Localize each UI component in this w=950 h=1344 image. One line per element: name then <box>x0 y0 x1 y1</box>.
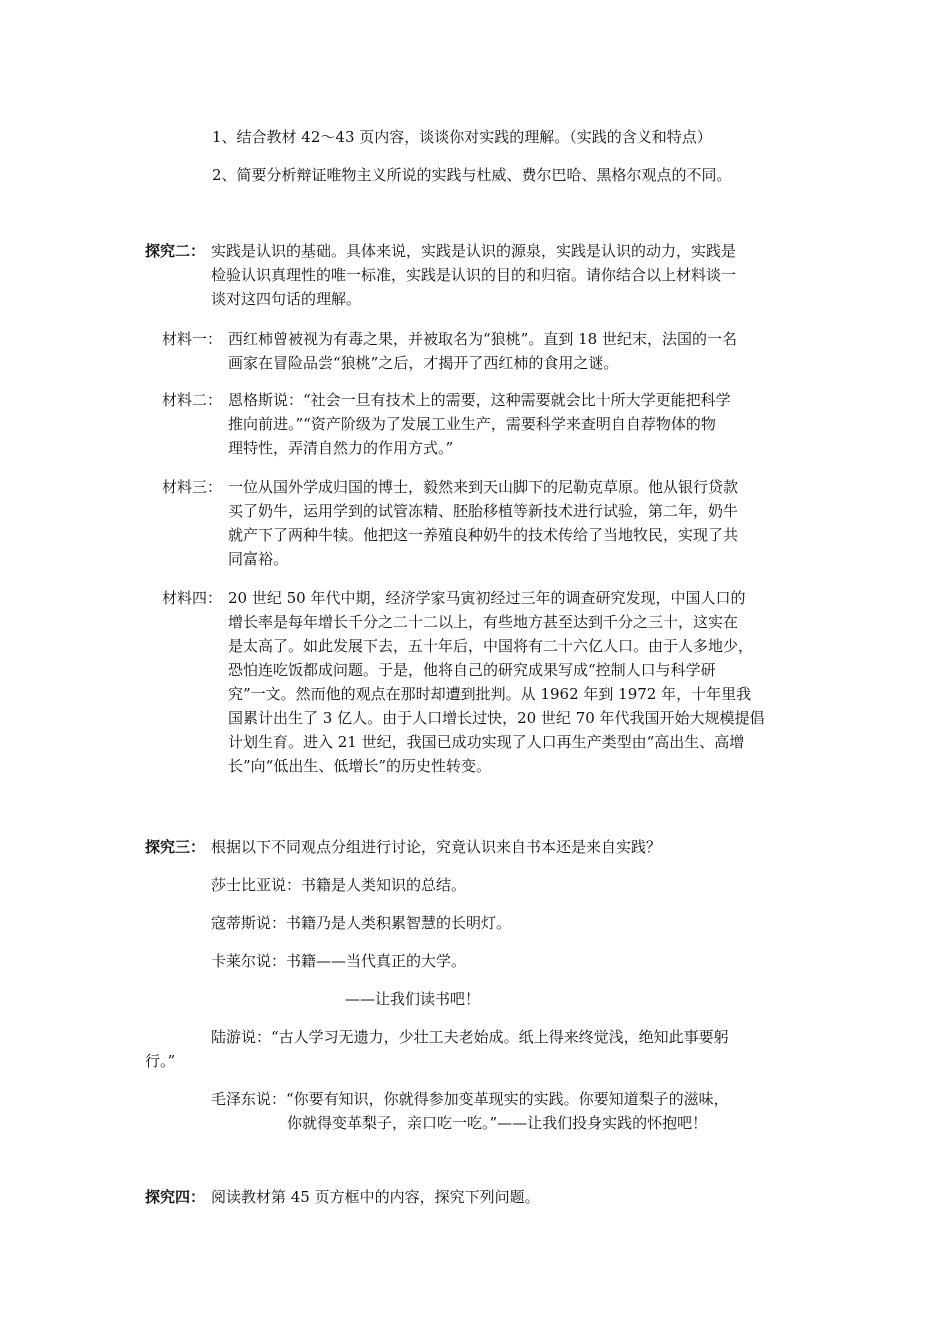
explore3-text: 根据以下不同观点分组进行讨论，究竟认识来自书本还是来自实践？ <box>211 838 662 856</box>
quote-luyou-line-1: 陆游说：“古人学习无遗力，少壮工夫老始成。纸上得来终觉浅，绝知此事要躬 <box>211 1028 729 1046</box>
material-3-line-1: 一位从国外学成归国的博士，毅然来到天山脚下的尼勒克草原。他从银行贷款 <box>228 478 739 496</box>
explore2-label: 探究二： <box>145 242 206 260</box>
material-2-line-2: 推向前进。”“资产阶级为了发展工业生产，需要科学来查明自自荐物体的物 <box>228 415 716 433</box>
explore2-line-2: 检验认识真理性的唯一标准，实践是认识的目的和归宿。请你结合以上材料谈一 <box>211 266 737 284</box>
material-4-line-2: 增长率是每年增长千分之二十二以上，有些地方甚至达到千分之三十，这实在 <box>228 613 739 631</box>
material-4-line-3: 是太高了。如此发展下去，五十年后，中国将有二十六亿人口。由于人多地少， <box>228 637 754 655</box>
material-4-line-1: 20 世纪 50 年代中期，经济学家马寅初经过三年的调查研究发现，中国人口的 <box>228 589 746 607</box>
material-4-line-4: 恐怕连吃饭都成问题。于是，他将自己的研究成果写成“控制人口与科学研 <box>228 661 716 679</box>
quote-cotes: 寇蒂斯说：书籍乃是人类积累智慧的长明灯。 <box>211 914 512 932</box>
quote-mao-line-1: 毛泽东说：“你要有知识，你就得参加变革现实的实践。你要知道梨子的滋味， <box>211 1090 729 1108</box>
explore4-label: 探究四： <box>145 1188 206 1206</box>
material-2-label: 材料二： <box>162 391 223 409</box>
material-3-label: 材料三： <box>162 478 223 496</box>
quote-carlyle: 卡莱尔说：书籍——当代真正的大学。 <box>211 952 467 970</box>
question-1: 1、结合教材 42～43 页内容，谈谈你对实践的理解。（实践的含义和特点） <box>212 128 712 146</box>
explore2-line-3: 谈对这四句话的理解。 <box>211 290 362 308</box>
material-1-line-2: 画家在冒险品尝“狼桃”之后，才揭开了西红柿的食用之谜。 <box>228 354 619 372</box>
material-1-line-1: 西红柿曾被视为有毒之果，并被取名为“狼桃”。直到 18 世纪末，法国的一名 <box>228 330 737 348</box>
material-4-line-7: 计划生育。进入 21 世纪，我国已成功实现了人口再生产类型由“高出生、高增 <box>228 733 745 751</box>
material-4-label: 材料四： <box>162 589 223 607</box>
explore4-text: 阅读教材第 45 页方框中的内容，探究下列问题。 <box>211 1188 540 1206</box>
material-4-line-6: 国累计出生了 3 亿人。由于人口增长过快，20 世纪 70 年代我国开始大规模提倡 <box>228 709 765 727</box>
explore3-label: 探究三： <box>145 838 206 856</box>
material-3-line-4: 同富裕。 <box>228 550 289 568</box>
question-2: 2、简要分析辩证唯物主义所说的实践与杜威、费尔巴哈、黑格尔观点的不同。 <box>212 166 732 184</box>
material-4-line-8: 长”向“低出生、低增长”的历史性转变。 <box>228 757 492 775</box>
slogan-read-books: ——让我们读书吧！ <box>345 990 481 1008</box>
quote-luyou-line-2: 行。” <box>145 1052 176 1070</box>
material-3-line-3: 就产下了两种牛犊。他把这一养殖良种奶牛的技术传给了当地牧民，实现了共 <box>228 526 739 544</box>
material-2-line-1: 恩格斯说：“社会一旦有技术上的需要，这种需要就会比十所大学更能把科学 <box>228 391 731 409</box>
quote-shakespeare: 莎士比亚说：书籍是人类知识的总结。 <box>211 876 467 894</box>
material-3-line-2: 买了奶牛，运用学到的试管冻精、胚胎移植等新技术进行试验，第二年，奶牛 <box>228 502 739 520</box>
explore2-line-1: 实践是认识的基础。具体来说，实践是认识的源泉，实践是认识的动力，实践是 <box>211 242 737 260</box>
quote-mao-line-2: 你就得变革梨子，亲口吃一吃。”——让我们投身实践的怀抱吧！ <box>287 1114 708 1132</box>
material-4-line-5: 究”一文。然而他的观点在那时却遭到批判。从 1962 年到 1972 年，十年里我 <box>228 685 752 703</box>
material-1-label: 材料一： <box>162 330 223 348</box>
material-2-line-3: 理特性，弄清自然力的作用方式。” <box>228 439 454 457</box>
